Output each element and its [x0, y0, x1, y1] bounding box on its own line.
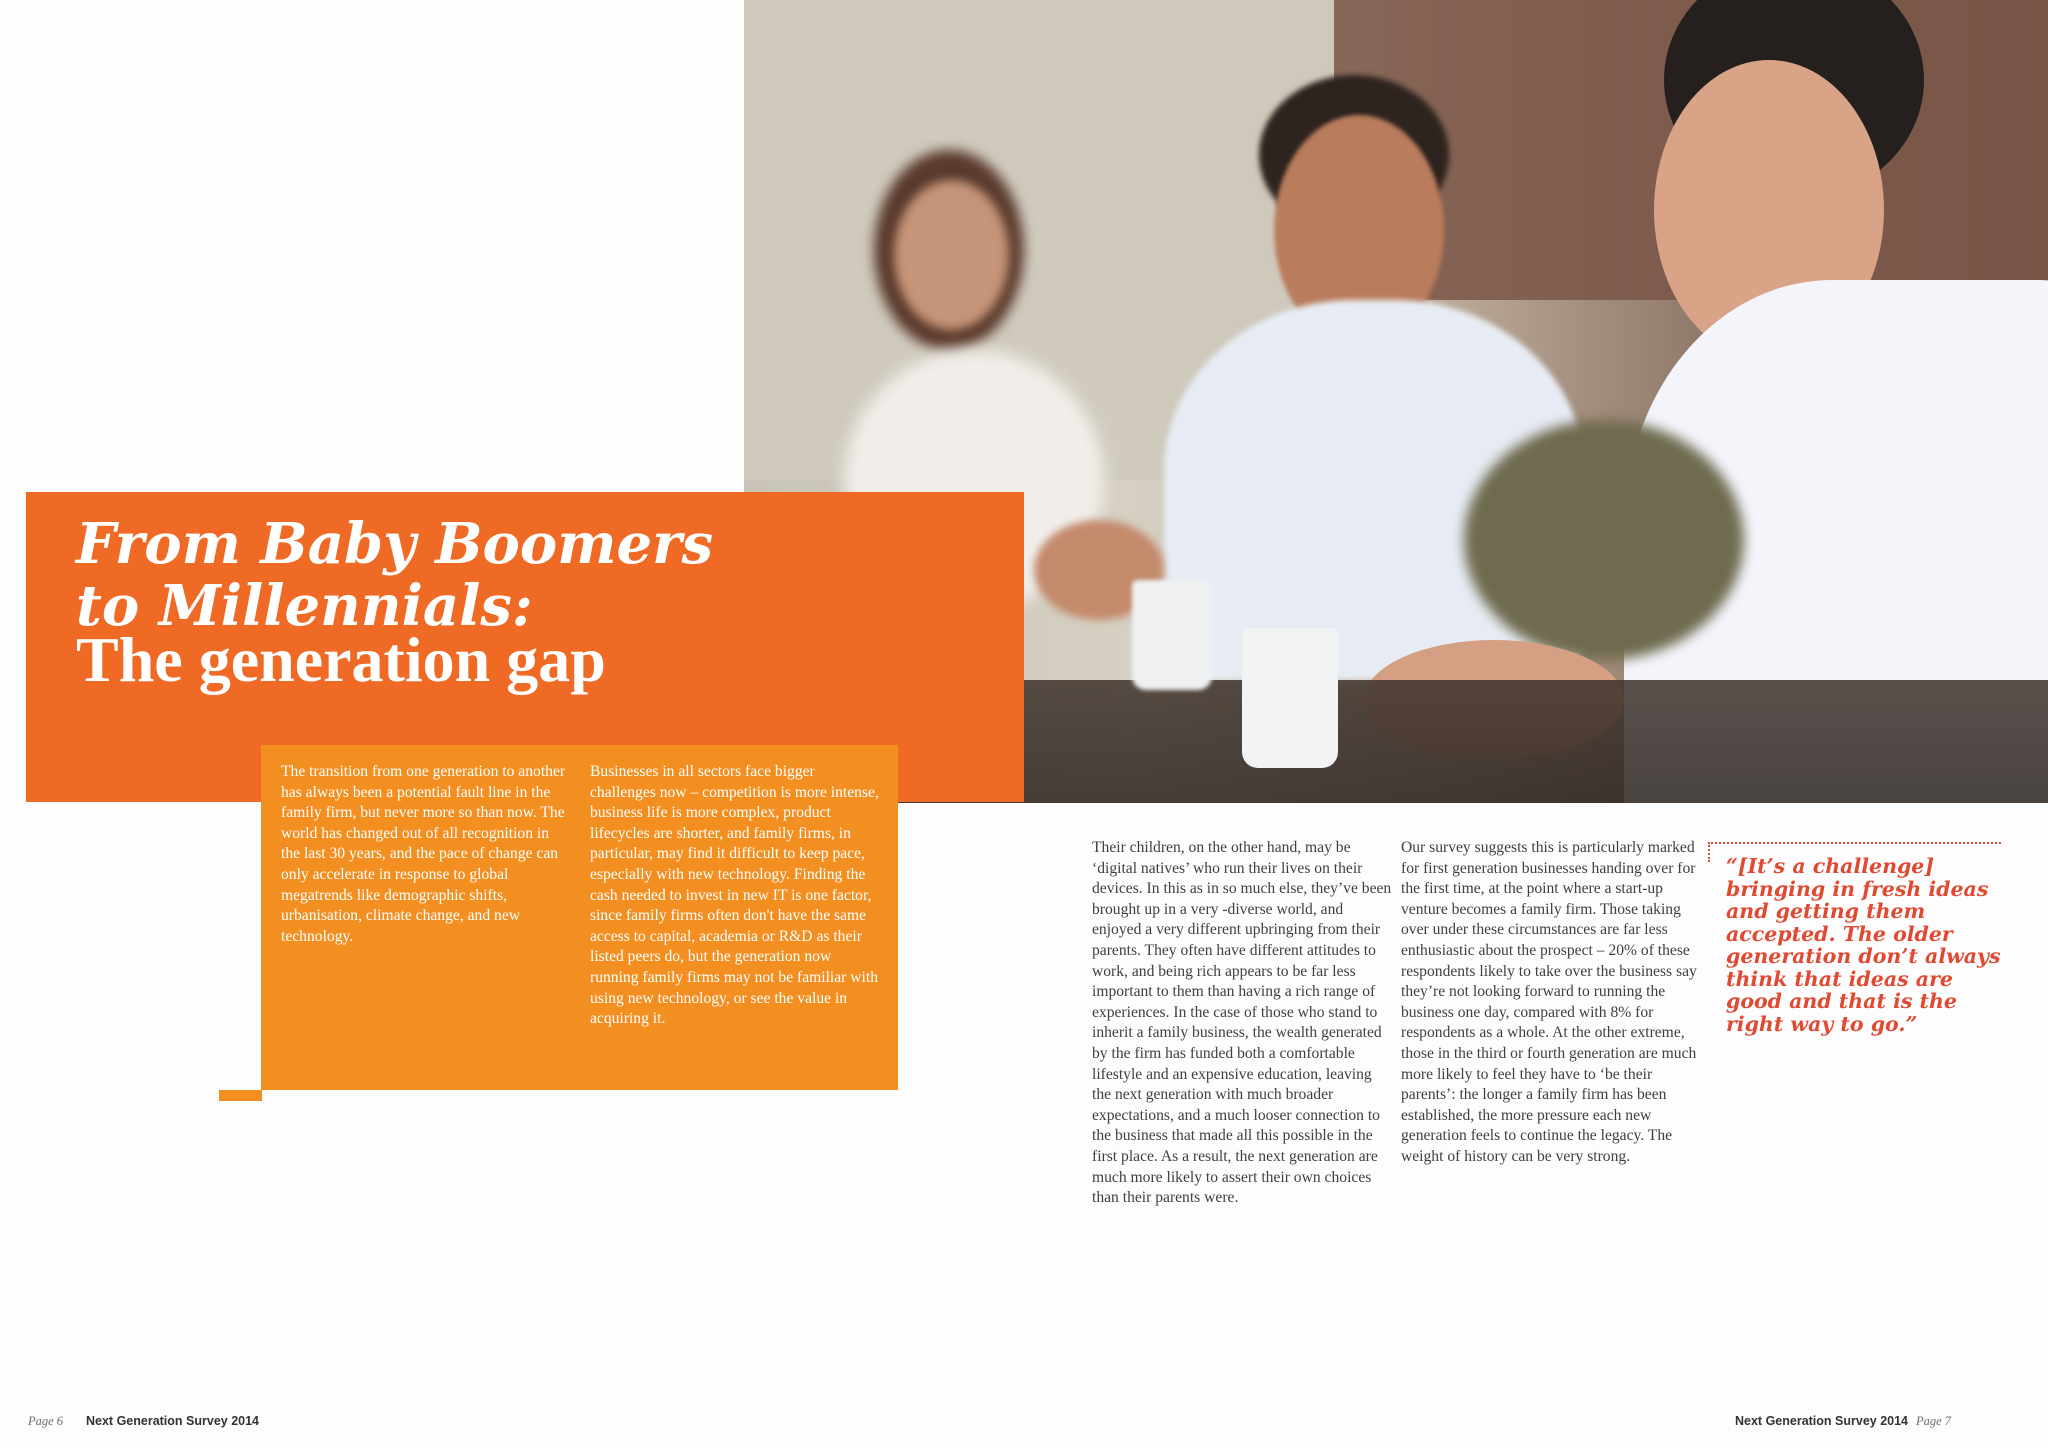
title-line-1: From Baby Boomers [76, 511, 714, 577]
intro-column-2: Businesses in all sectors face bigger challenges now – competition is more intense, business life is more complex, product lifecycles are shorter, and family firms, in particular, may find it difficult to keep pace, especially with new technology. Finding the cash needed to invest in new IT is one factor, since family firms often don't have the same access to capital, academia or R&D as their listed peers do, but the generation now running family firms may not be familiar with using new technology, or see the value in acquiring it. [590, 763, 879, 1028]
title-line-2: to Millennials: [76, 573, 533, 639]
footer-title-left: Next Generation Survey 2014 [86, 1414, 259, 1428]
photo-person-green-jacket [1464, 420, 1744, 660]
quote-side-rule [1708, 842, 1710, 862]
footer-page-number-right: Page 7 [1916, 1414, 1952, 1428]
pull-quote: “[It’s a challenge] bringing in fresh ideas and getting them accepted. The older generation don’t always think that ideas are good and that is the right way to go.” [1726, 854, 2001, 1036]
photo-person-woman-face [894, 180, 1009, 330]
quote-top-rule [1708, 842, 2001, 844]
footer-page-number-left: Page 6 [28, 1414, 64, 1428]
body-column-2: Our survey suggests this is particularly marked for first generation businesses handing over for the first time, at the point where a start-up venture becomes a family firm. Those taking over under these circumstances are far less enthusiastic about the prospect – 20% of these respondents likely to take over the business say they’re not looking forward to running the business one day, compared with 8% for respondents as a whole. At the other extreme, those in the third or fourth generation are much more likely to feel they have to ‘be their parents’: the longer a family firm has been established, the more pressure each new generation feels to continue the legacy. The weight of history can be very strong. [1401, 839, 1697, 1165]
footer-title-right: Next Generation Survey 2014 [1735, 1414, 1908, 1428]
page-subtitle: The generation gap [76, 624, 606, 695]
photo-paper-cup-1 [1132, 580, 1212, 690]
photo-paper-cup-2 [1242, 628, 1338, 768]
intro-box [261, 745, 898, 1090]
body-column-1: Their children, on the other hand, may be ‘digital natives’ who run their lives on their devices. In this as in so much else, they’ve been brought up in a very -diverse world, and enjoyed a very different upbringing from their parents. They often have different attitudes to work, and being rich appears to be far less important to them than having a rich range of experiences. In the case of those who stand to inherit a family business, the wealth generated by the firm has funded both a comfortable lifestyle and an expensive education, leaving the next generation with much broader expectations, and a much looser connection to the business that made all this possible in the first place. As a result, the next generation are much more likely to assert their own choices than their parents were. [1092, 839, 1392, 1207]
intro-column-1: The transition from one generation to another has always been a potential fault line in the family firm, but never more so than now. The world has changed out of all recognition in the last 30 years, and the pace of change can only accelerate in response to global megatrends like demographic shifts, urbanisation, climate change, and new technology. [281, 763, 566, 945]
intro-box-tab [219, 1090, 262, 1101]
